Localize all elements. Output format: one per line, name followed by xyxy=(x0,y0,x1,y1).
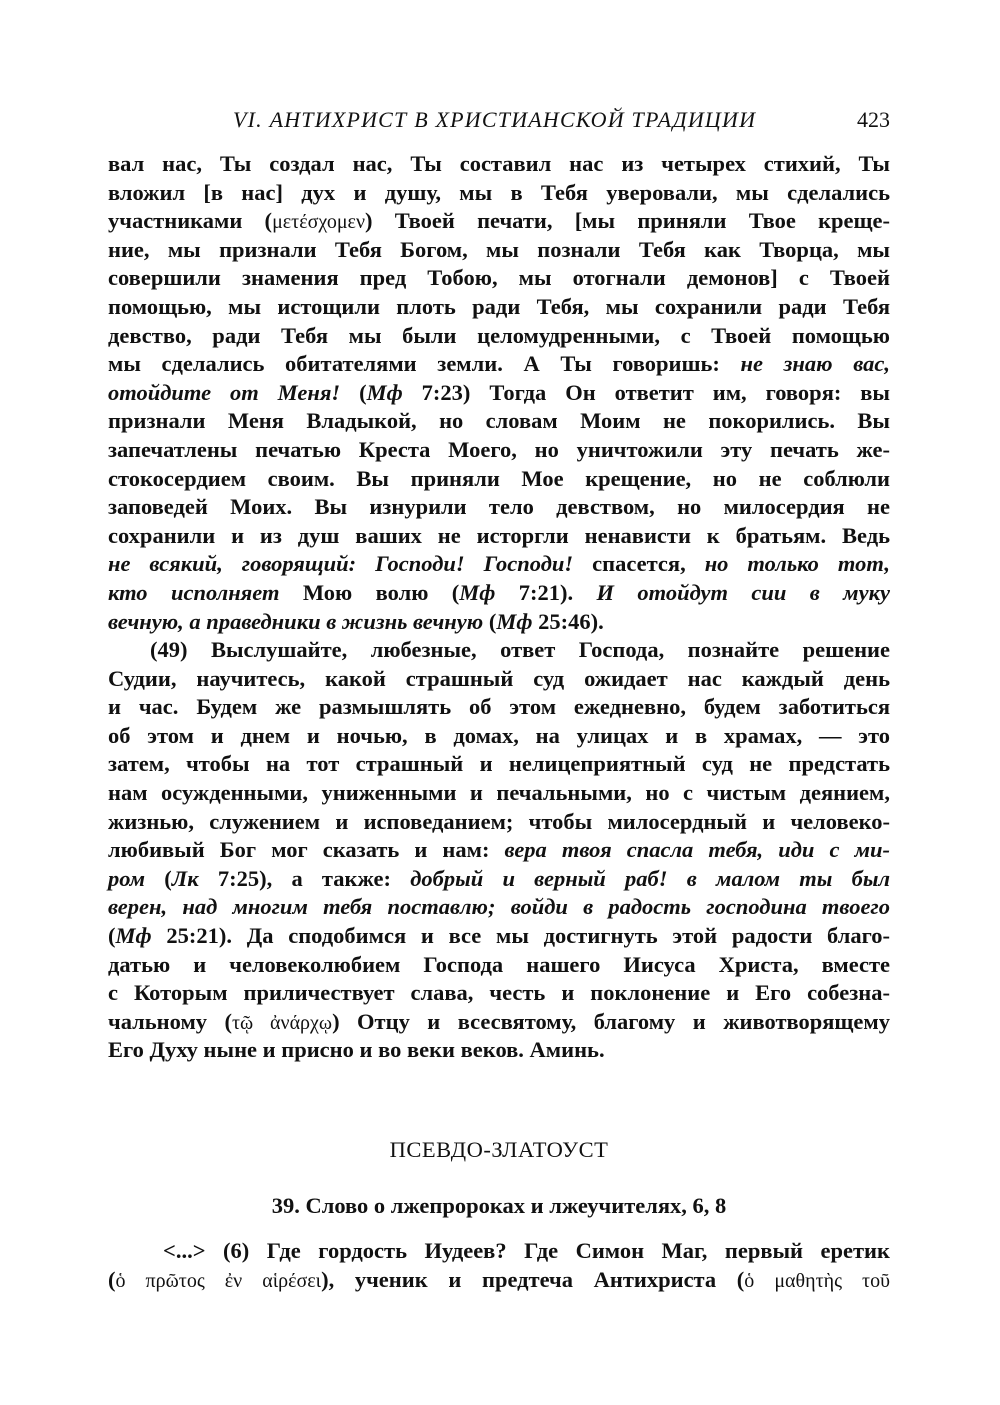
scripture-quote: вечную, а праведники в жизнь вечную xyxy=(108,608,484,634)
text-line xyxy=(108,207,890,236)
text-span: 7:23) Тогда Он ответит им, говоря: вы xyxy=(402,379,890,405)
text-span: ) Твоей печати, [мы приняли Твое креще- xyxy=(365,208,891,234)
scripture-quote: И отойдут сии в муку xyxy=(596,579,890,605)
text-line xyxy=(108,550,890,579)
text-span: ( xyxy=(145,865,172,891)
text-span: 7:21). xyxy=(495,579,597,605)
greek-term: τῷ ἀνάρχῳ xyxy=(232,1011,333,1034)
text-line: запечатлены печатью Креста Моего, но уничтожили эту печать же- xyxy=(108,436,890,462)
text-line xyxy=(108,836,890,865)
scripture-reference: Мф xyxy=(366,379,403,405)
scripture-reference: Мф xyxy=(115,923,152,949)
greek-term: ὁ μαθητὴς τοῦ xyxy=(744,1269,890,1292)
text-line xyxy=(108,893,890,922)
text-line xyxy=(108,579,890,608)
tail-text xyxy=(108,1237,890,1294)
text-span: 25:21). Да сподобимся и все мы достигнуть этой радости благо- xyxy=(151,923,890,949)
running-title: VI. АНТИХРИСТ В ХРИСТИАНСКОЙ ТРАДИЦИИ xyxy=(233,107,757,132)
text-span: ( xyxy=(483,608,497,634)
scripture-quote: но только тот, xyxy=(704,551,891,577)
text-line: нам осужденными, униженными и печальными, но с чистым деянием, xyxy=(108,780,890,806)
text-line: совершили знамения пред Тобою, мы отогнали демонов] с Твоей xyxy=(108,265,890,291)
text-line xyxy=(108,865,890,894)
text-span: ( xyxy=(340,379,367,405)
text-line: Судии, научитесь, какой страшный суд ожидает нас каждый день xyxy=(108,665,890,691)
text-span: любивый Бог мог сказать и нам: xyxy=(108,837,505,863)
text-line: признали Меня Владыкой, но словам Моим не покорились. Вы xyxy=(108,408,890,434)
scripture-reference: Лк xyxy=(171,865,199,891)
scripture-quote: ром xyxy=(108,865,146,891)
section-subheading: 39. Слово о лжепророках и лжеучителях, 6, 8 xyxy=(271,1193,727,1218)
text-line: затем, чтобы на тот страшный и нелицеприятный суд не предстать xyxy=(108,751,890,777)
text-span: ), ученик и предтеча Антихриста ( xyxy=(321,1266,745,1292)
text-line: об этом и днем и ночью, в домах, на улицах и в храмах, — это xyxy=(108,722,890,748)
text-span: 25:46). xyxy=(532,608,604,634)
running-head xyxy=(108,104,890,136)
scripture-quote: не знаю вас, xyxy=(740,351,890,377)
text-span: участниками ( xyxy=(108,208,273,234)
text-line xyxy=(108,922,890,951)
scripture-quote: добрый и верный раб! в малом ты был xyxy=(410,865,891,891)
text-line xyxy=(108,1266,890,1295)
text-span: ) Отцу и всесвятому, благому и животворящему xyxy=(332,1008,890,1034)
page-number: 423 xyxy=(857,107,890,132)
scripture-reference: Мф xyxy=(496,608,533,634)
scripture-quote: не всякий, говорящий: Господи! Господи! xyxy=(108,551,574,577)
scripture-quote: верен, над многим тебя поставлю; войди в радость господина твоего xyxy=(108,894,890,920)
greek-term: ὁ πρῶτος ἐν αἱρέσει xyxy=(115,1269,322,1292)
text-line xyxy=(108,608,890,637)
text-span: ( xyxy=(108,1266,116,1292)
scripture-quote: кто исполняет xyxy=(108,579,280,605)
text-span: 7:25), а также: xyxy=(198,865,411,891)
text-span: мы сделались обитателями земли. А Ты говоришь: xyxy=(108,351,741,377)
text-line: сохранили и из душ ваших не исторгли ненависти к братьям. Ведь xyxy=(108,522,890,548)
text-line: заповедей Моих. Вы изнурили тело девством, но милосердия не xyxy=(108,494,890,520)
text-line: вложил [в нас] дух и душу, мы в Тебя уверовали, мы сделались xyxy=(108,179,890,205)
scripture-quote: отойдите от Меня! xyxy=(108,379,341,405)
text-line xyxy=(108,379,890,408)
text-line: (49) Выслушайте, любезные, ответ Господа, познайте решение xyxy=(150,637,890,663)
text-line: с Которым приличествует слава, честь и поклонение и Его собезна- xyxy=(108,980,890,1006)
text-line xyxy=(108,1008,890,1037)
body-text xyxy=(108,150,890,1065)
text-line: вал нас, Ты создал нас, Ты составил нас из четырех стихий, Ты xyxy=(108,151,890,176)
scripture-reference: Мф xyxy=(459,579,496,605)
section-heading: ПСЕВДО-ЗЛАТОУСТ xyxy=(389,1137,609,1162)
text-line xyxy=(108,350,890,379)
text-span: спасется, xyxy=(573,551,705,577)
text-line: стокосердием своим. Вы приняли Мое крещение, но не соблюли xyxy=(108,465,890,491)
greek-term: μετέσχομεν xyxy=(272,211,366,234)
text-line: Его Духу ныне и присно и во веки веков. Аминь. xyxy=(108,1037,605,1063)
text-line: ние, мы признали Тебя Богом, мы познали Тебя как Творца, мы xyxy=(108,236,890,262)
text-line: девство, ради Тебя мы были целомудренными, с Твоей помощью xyxy=(108,322,890,348)
scripture-quote: вера твоя спасла тебя, иди с ми- xyxy=(504,837,890,863)
text-line: и час. Будем же размышлять об этом ежедневно, будем заботиться xyxy=(108,694,890,720)
text-span: чальному ( xyxy=(108,1008,232,1034)
text-line: <...> (6) Где гордость Иудеев? Где Симон Маг, первый еретик xyxy=(163,1238,890,1263)
text-span: Мою волю ( xyxy=(279,579,460,605)
text-span: ( xyxy=(108,923,116,949)
text-line: помощью, мы истощили плоть ради Тебя, мы сохранили ради Тебя xyxy=(108,293,890,319)
text-line: жизнью, служением и исповеданием; чтобы милосердный и человеко- xyxy=(108,808,890,834)
text-line: датью и человеколюбием Господа нашего Иисуса Христа, вместе xyxy=(108,951,890,977)
